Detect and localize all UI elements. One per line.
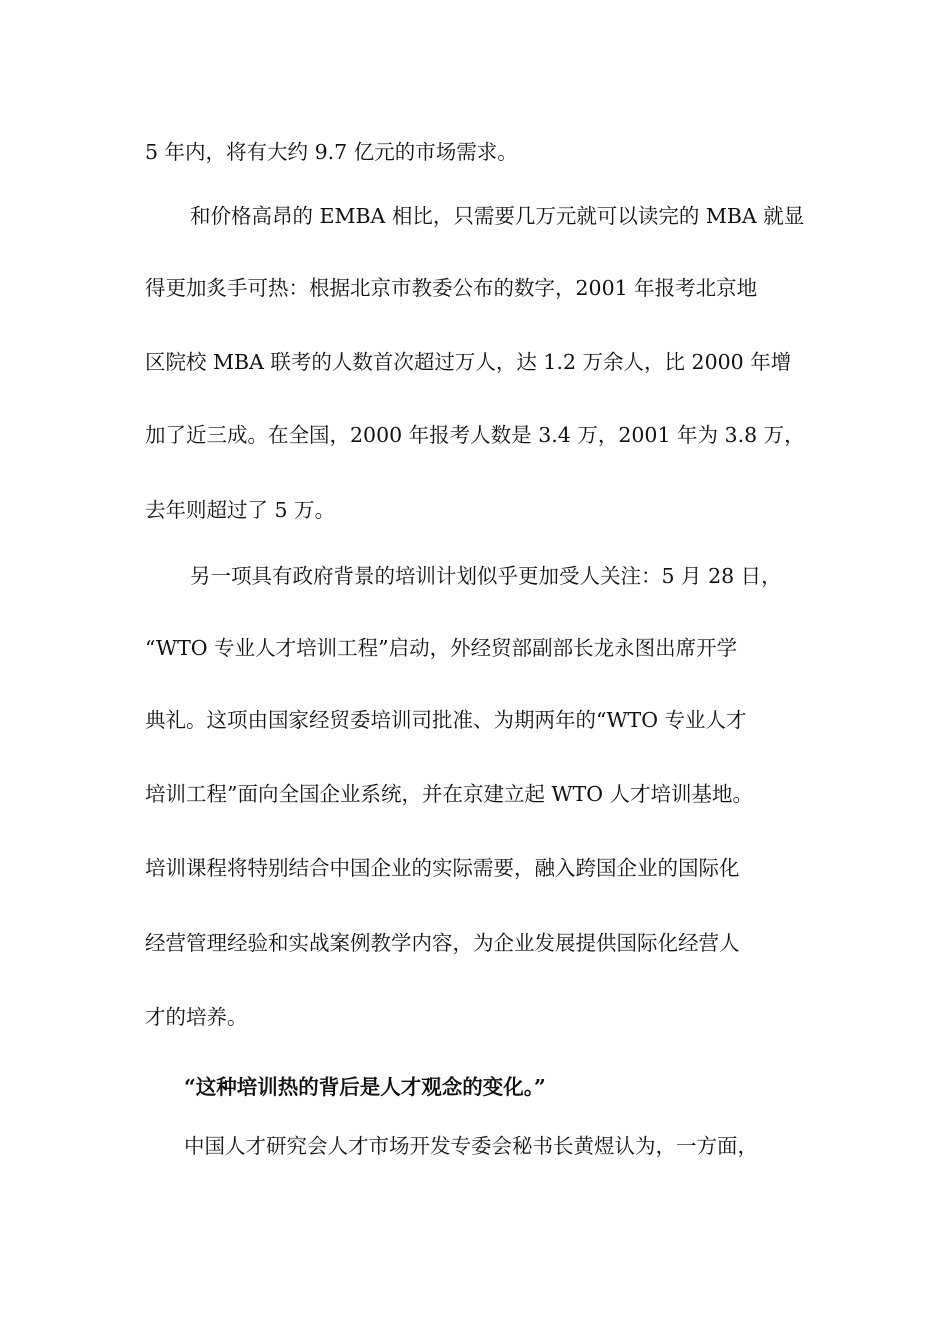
paragraph-line: 去年则超过了 5 万。 bbox=[145, 498, 336, 522]
paragraph-line: 5 年内，将有大约 9.7 亿元的市场需求。 bbox=[145, 140, 518, 164]
paragraph-line: 培训工程”面向全国企业系统，并在京建立起 WTO 人才培训基地。 bbox=[145, 782, 754, 806]
paragraph-line: 和价格高昂的 EMBA 相比，只需要几万元就可以读完的 MBA 就显 bbox=[190, 204, 805, 228]
paragraph-line: 加了近三成。在全国，2000 年报考人数是 3.4 万，2001 年为 3.8 万， bbox=[145, 423, 805, 447]
paragraph-line: 区院校 MBA 联考的人数首次超过万人，达 1.2 万余人，比 2000 年增 bbox=[145, 350, 792, 374]
paragraph-line: 中国人才研究会人才市场开发专委会秘书长黄煜认为，一方面， bbox=[184, 1134, 758, 1158]
paragraph-line: 典礼。这项由国家经贸委培训司批准、为期两年的“WTO 专业人才 bbox=[145, 708, 747, 732]
paragraph-line: “WTO 专业人才培训工程”启动，外经贸部副部长龙永图出席开学 bbox=[145, 636, 738, 660]
paragraph-line: 培训课程将特别结合中国企业的实际需要，融入跨国企业的国际化 bbox=[145, 856, 740, 880]
paragraph-line: 才的培养。 bbox=[145, 1005, 248, 1029]
paragraph-line: 经营管理经验和实战案例教学内容，为企业发展提供国际化经营人 bbox=[145, 931, 740, 955]
paragraph-line: 得更加炙手可热：根据北京市教委公布的数字，2001 年报考北京地 bbox=[145, 276, 758, 300]
section-heading: “这种培训热的背后是人才观念的变化。” bbox=[184, 1075, 546, 1099]
paragraph-line: 另一项具有政府背景的培训计划似乎更加受人关注：5 月 28 日， bbox=[190, 564, 782, 588]
